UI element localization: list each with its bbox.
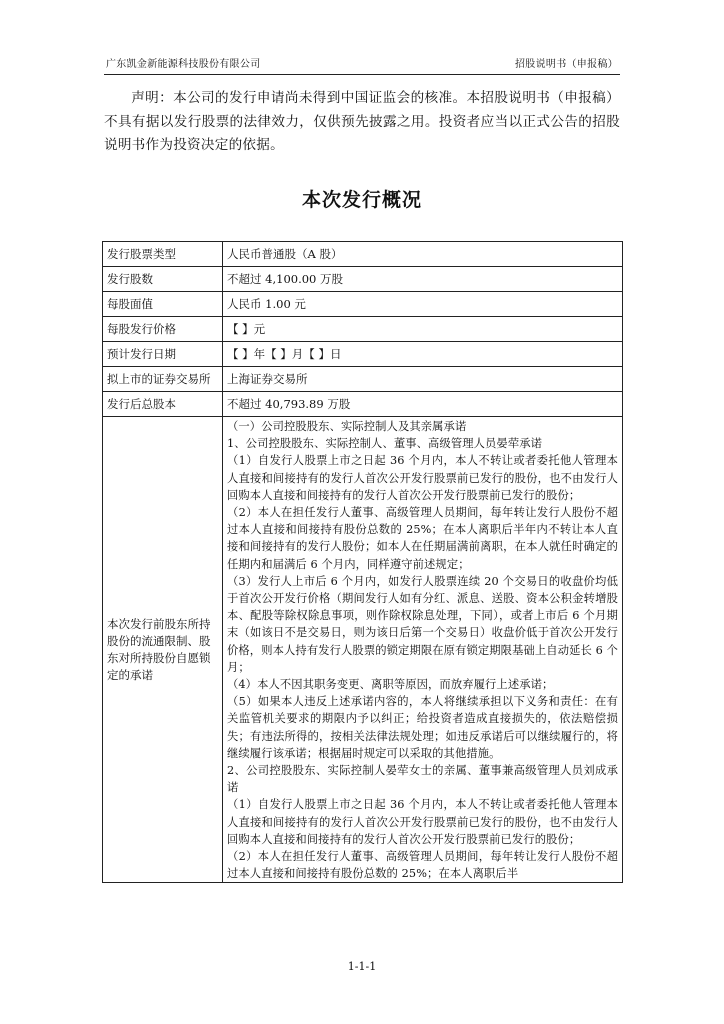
header-document-type: 招股说明书（申报稿） bbox=[515, 59, 618, 70]
commitment-paragraph: （2）本人在担任发行人董事、高级管理人员期间，每年转让发行人股份不超过本人直接和间接持有股份总数的 25%；在本人离职后半年内不转让本人直接和间接持有的发行人股份；如本人在任期届满前离职，在本人就任时确定的任期内和届满后 6 个月内，同样遵守前述规定； bbox=[227, 506, 618, 571]
commitment-paragraph: （1）自发行人股票上市之日起 36 个月内，本人不转让或者委托他人管理本人直接和间接持有的发行人首次公开发行股票前已发行的股份，也不由发行人回购本人直接和间接持有的发行人首次公开发行股票前已发行的股份； bbox=[227, 798, 618, 846]
overview-table-body bbox=[103, 242, 623, 883]
commitment-paragraph: （1）自发行人股票上市之日起 36 个月内，本人不转让或者委托他人管理本人直接和间接持有的发行人首次公开发行股票前已发行的股份，也不由发行人回购本人直接和间接持有的发行人首次公开发行股票前已发行的股份； bbox=[227, 454, 618, 502]
table-row bbox=[103, 392, 623, 417]
commitment-paragraph: 1、公司控股股东、实际控制人、董事、高级管理人员晏荦承诺 bbox=[227, 437, 543, 451]
page-number: 1-1-1 bbox=[347, 960, 377, 973]
row-label: 预计发行日期 bbox=[103, 342, 223, 367]
row-value: 【 】年【 】月【 】日 bbox=[223, 342, 623, 367]
row-value: 不超过 4,100.00 万股 bbox=[223, 267, 623, 292]
row-label: 每股面值 bbox=[103, 292, 223, 317]
table-row bbox=[103, 367, 623, 392]
row-label: 发行后总股本 bbox=[103, 392, 223, 417]
commitment-paragraph: （3）发行人上市后 6 个月内，如发行人股票连续 20 个交易日的收盘价均低于首次公开发行价格（期间发行人如有分红、派息、送股、资本公积金转增股本、配股等除权除息事项，则作除权除息处理，下同），或者上市后 6 个月期末（如该日不是交易日，则为该日后第一个交易日）收盘价低于首次公开发行价格，则本人持有发行人股票的锁定期限在原有锁定期限基础上自动延长 6 个月； bbox=[227, 574, 618, 674]
offering-overview-table bbox=[102, 241, 623, 883]
table-row bbox=[103, 342, 623, 367]
commitment-paragraph: （2）本人在担任发行人董事、高级管理人员期间，每年转让发行人股份不超过本人直接和间接持有股份总数的 25%；在本人离职后半 bbox=[227, 850, 618, 881]
commitment-paragraph: （5）如果本人违反上述承诺内容的，本人将继续承担以下义务和责任：在有关监管机关要求的期限内予以纠正；给投资者造成直接损失的，依法赔偿损失；有违法所得的，按相关法律法规处理；如违反承诺后可以继续履行的，将继续履行该承诺；根据届时规定可以采取的其他措施。 bbox=[227, 695, 618, 760]
row-value: 人民币 1.00 元 bbox=[223, 292, 623, 317]
disclaimer-statement: 声明：本公司的发行申请尚未得到中国证监会的核准。本招股说明书（申报稿）不具有据以发行股票的法律效力，仅供预先披露之用。投资者应当以正式公告的招股说明书作为投资决定的依据。 bbox=[104, 90, 620, 153]
page-header bbox=[104, 56, 620, 75]
row-value: 人民币普通股（A 股） bbox=[223, 242, 623, 267]
header-company-name: 广东凯金新能源科技股份有限公司 bbox=[106, 59, 261, 70]
commitment-paragraph: （一）公司控股股东、实际控制人及其亲属承诺 bbox=[227, 420, 467, 433]
page-title: 本次发行概况 bbox=[301, 189, 422, 211]
row-label: 发行股票类型 bbox=[103, 242, 223, 267]
table-row bbox=[103, 317, 623, 342]
commitment-paragraph: 2、公司控股股东、实际控制人晏荦女士的亲属、董事兼高级管理人员刘成承诺 bbox=[227, 764, 618, 795]
commitment-paragraph: （4）本人不因其职务变更、离职等原因，而放弃履行上述承诺； bbox=[227, 678, 554, 692]
row-value: 不超过 40,793.89 万股 bbox=[223, 392, 623, 417]
commitment-label: 本次发行前股东所持股份的流通限制、股东对所持股份自愿锁定的承诺 bbox=[103, 417, 223, 883]
row-label: 每股发行价格 bbox=[103, 317, 223, 342]
table-row bbox=[103, 292, 623, 317]
row-value: 上海证券交易所 bbox=[223, 367, 623, 392]
table-row bbox=[103, 242, 623, 267]
commitment-row bbox=[103, 417, 623, 883]
commitment-content bbox=[223, 417, 623, 883]
table-row bbox=[103, 267, 623, 292]
row-label: 发行股数 bbox=[103, 267, 223, 292]
row-label: 拟上市的证券交易所 bbox=[103, 367, 223, 392]
row-value: 【 】元 bbox=[223, 317, 623, 342]
